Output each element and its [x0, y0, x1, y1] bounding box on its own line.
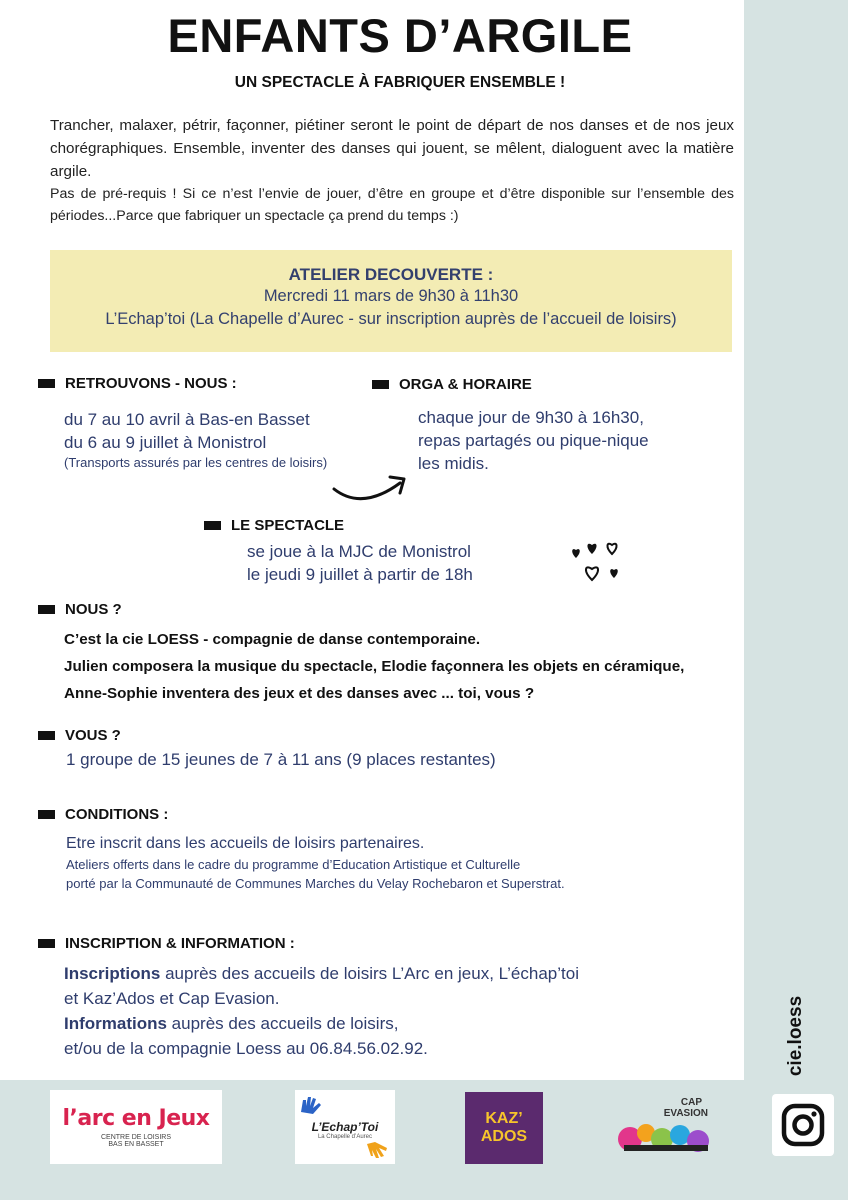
logo-cap-line-1: CAP — [680, 1097, 702, 1108]
page-title: ENFANTS D’ARGILE — [167, 9, 633, 62]
inscription-line-2 — [64, 1011, 579, 1036]
atelier-place: L’Echap’toi (La Chapelle d’Aurec - sur inscription auprès de l’accueil de loisirs) — [105, 310, 677, 328]
retrouvons-heading-label: RETROUVONS - NOUS : — [65, 375, 237, 392]
inscription-line-1 — [64, 961, 579, 986]
inscription-text-2a: auprès des accueils de loisirs, — [166, 1014, 399, 1033]
nous-text — [64, 626, 704, 707]
page-subtitle: UN SPECTACLE À FABRIQUER ENSEMBLE ! — [234, 74, 566, 91]
nous-line-2: Julien composera la musique du spectacle, Elodie façonnera les objets en céramique, Anne-Sophie inventera des jeux et des danses avec ... toi, vous ? — [64, 658, 685, 702]
intro-text — [50, 114, 734, 227]
orga-heading — [372, 376, 532, 393]
hand-icon — [297, 1094, 327, 1116]
conditions-line-1: Etre inscrit dans les accueils de loisirs partenaires. — [66, 835, 425, 852]
spectacle-heading — [204, 517, 344, 534]
logo-kaz-line-1: KAZ’ — [485, 1110, 523, 1127]
inscription-details — [64, 961, 579, 1061]
logo-cap-evasion — [612, 1090, 716, 1164]
bullet-marker — [38, 605, 55, 614]
logo-arc-line-2: BAS EN BASSET — [108, 1141, 164, 1148]
bullet-marker — [372, 380, 389, 389]
cap-evasion-splash-icon — [616, 1119, 716, 1157]
retrouvons-heading — [38, 375, 237, 392]
vous-heading — [38, 727, 121, 744]
inscription-text-2b: et/ou de la compagnie Loess au 06.84.56.02.92. — [64, 1039, 428, 1058]
spectacle-line-2: le jeudi 9 juillet à partir de 18h — [247, 565, 473, 584]
logo-kaz-ados — [465, 1092, 543, 1164]
orga-line-3: les midis. — [418, 454, 489, 473]
logo-arc-en-jeux — [50, 1090, 222, 1164]
retrouvons-note: (Transports assurés par les centres de loisirs) — [64, 455, 328, 470]
instagram-icon[interactable] — [772, 1094, 834, 1156]
bullet-marker — [204, 521, 221, 530]
inscriptions-label: Inscriptions — [64, 964, 161, 983]
conditions-heading — [38, 806, 168, 823]
vous-line-1: 1 groupe de 15 jeunes de 7 à 11 ans (9 places restantes) — [66, 750, 496, 769]
logo-echap-toi — [295, 1090, 395, 1164]
nous-line-1: C’est la cie LOESS - compagnie de danse contemporaine. — [64, 631, 481, 648]
nous-heading-label: NOUS ? — [65, 601, 122, 618]
orga-heading-label: ORGA & HORAIRE — [399, 376, 532, 393]
intro-paragraph-1: Trancher, malaxer, pétrir, façonner, piétiner seront le point de départ de nos danses et de nos jeux chorégraphiques. Ensemble, inventer des danses qui jouent, se mêlent, dialoguent avec la matière argile. — [50, 117, 734, 180]
vous-heading-label: VOUS ? — [65, 727, 121, 744]
bullet-marker — [38, 379, 55, 388]
conditions-line-3: porté par la Communauté de Communes Marches du Velay Rochebaron et Superstrat. — [66, 876, 565, 891]
orga-line-1: chaque jour de 9h30 à 16h30, — [418, 408, 644, 427]
intro-paragraph-2: Pas de pré-requis ! Si ce n’est l’envie de jouer, d’être en groupe et d’être disponible sur l’ensemble des périodes...Parce que fabriquer un spectacle ça prend du temps :) — [50, 186, 734, 224]
logo-arc-name: l’arc en Jeux — [62, 1106, 210, 1131]
orga-line-2: repas partagés ou pique-nique — [418, 431, 649, 450]
orga-details — [418, 406, 649, 475]
logo-echap-tag: La Chapelle d’Aurec — [317, 1134, 373, 1140]
logo-arc-line-1: CENTRE DE LOISIRS — [100, 1134, 171, 1141]
retrouvons-line-2: du 6 au 9 juillet à Monistrol — [64, 433, 267, 452]
conditions-line-2: Ateliers offerts dans le cadre du programme d’Education Artistique et Culturelle — [66, 857, 521, 872]
spectacle-line-1: se joue à la MJC de Monistrol — [247, 542, 471, 561]
nous-heading — [38, 601, 122, 618]
logo-echap-name: L’Echap’Toi — [311, 1120, 379, 1134]
inscription-text-1b: et Kaz’Ados et Cap Evasion. — [64, 989, 280, 1008]
bullet-marker — [38, 939, 55, 948]
informations-label: Informations — [64, 1014, 167, 1033]
atelier-date: Mercredi 11 mars de 9h30 à 11h30 — [263, 287, 519, 305]
atelier-title: ATELIER DECOUVERTE : — [288, 265, 494, 284]
inscription-heading-label: INSCRIPTION & INFORMATION : — [65, 935, 295, 952]
hand-icon — [363, 1140, 391, 1162]
bullet-marker — [38, 731, 55, 740]
spectacle-heading-label: LE SPECTACLE — [231, 517, 345, 534]
spectacle-details — [247, 540, 473, 586]
inscription-text-1a: auprès des accueils de loisirs L’Arc en jeux, L’échap’toi — [160, 964, 579, 983]
inscription-heading — [38, 935, 295, 952]
retrouvons-details — [64, 408, 327, 472]
bullet-marker — [38, 810, 55, 819]
conditions-heading-label: CONDITIONS : — [65, 806, 169, 823]
logo-cap-line-2: EVASION — [663, 1108, 708, 1119]
hearts-icon — [566, 538, 630, 586]
conditions-details — [66, 833, 565, 893]
logo-kaz-line-2: ADOS — [480, 1128, 528, 1145]
atelier-box — [50, 250, 732, 352]
curved-arrow-icon — [328, 465, 412, 509]
retrouvons-line-1: du 7 au 10 avril à Bas-en Basset — [64, 410, 310, 429]
social-handle[interactable]: cie.loess — [785, 995, 806, 1077]
